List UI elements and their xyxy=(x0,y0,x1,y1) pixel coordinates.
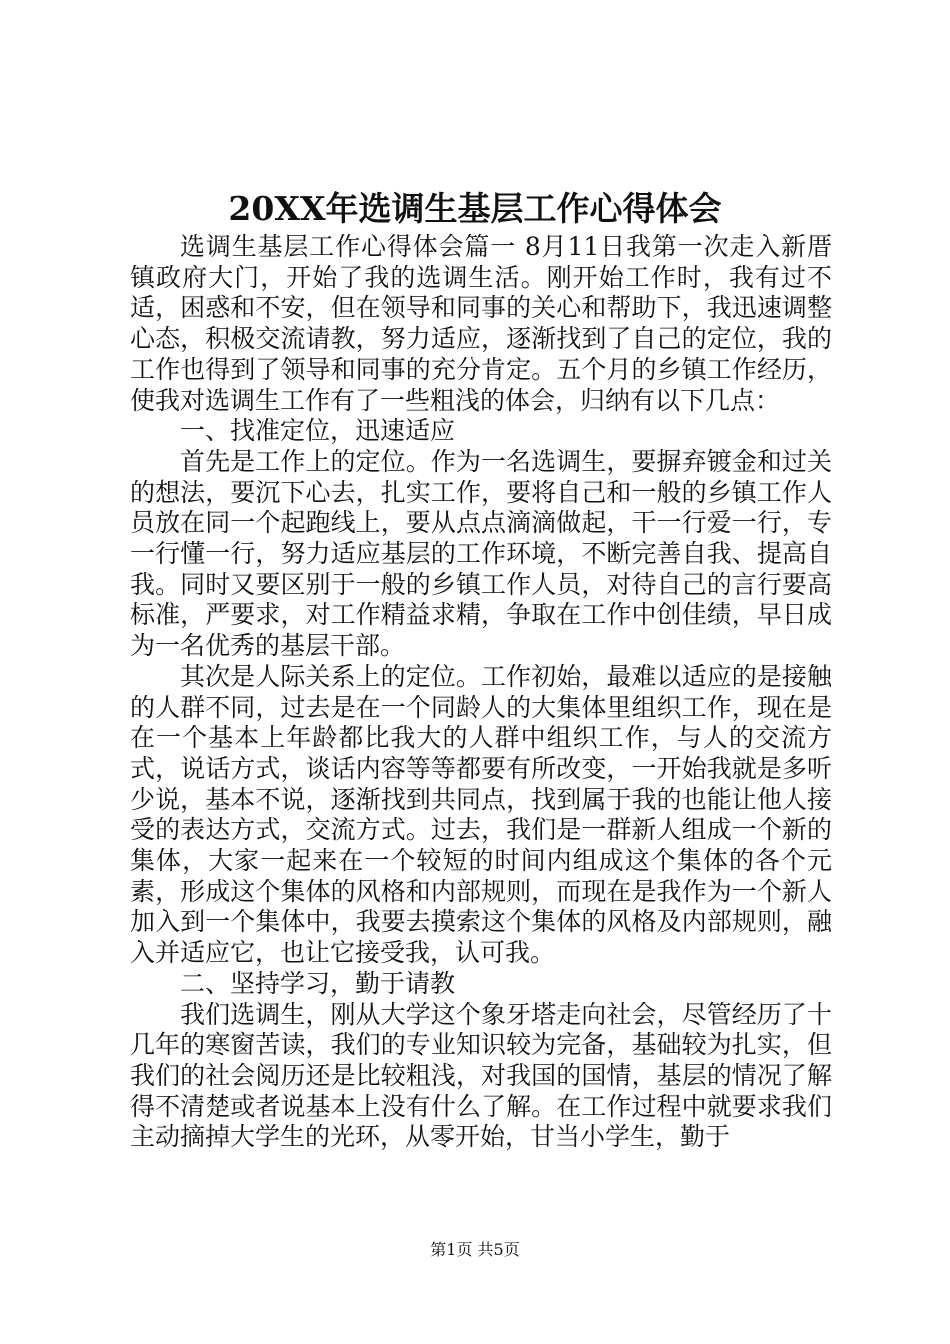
paragraph-learning: 我们选调生，刚从大学这个象牙塔走向社会，尽管经历了十几年的寒窗苦读，我们的专业知识较为完备，基础较为扎实，但我们的社会阅历还是比较粗浅，对我国的国情，基层的情况了解得不清楚或者说基本上没有什么了解。在工作过程中就要求我们主动摘掉大学生的光环，从零开始，甘当小学生，勤于 xyxy=(130,999,832,1152)
section-heading-1: 一、找准定位，迅速适应 xyxy=(180,416,456,446)
paragraph-work-positioning: 首先是工作上的定位。作为一名选调生，要摒弃镀金和过关的想法，要沉下心去，扎实工作，要将自己和一般的乡镇工作人员放在同一个起跑线上，要从点点滴滴做起，干一行爱一行，专一行懂一行，努力适应基层的工作环境，不断完善自我、提高自我。同时又要区别于一般的乡镇工作人员，对待自己的言行要高标准，严要求，对工作精益求精，争取在工作中创佳绩，早日成为一名优秀的基层干部。 xyxy=(130,446,832,661)
paragraph-intro: 选调生基层工作心得体会篇一 8月11日我第一次走入新厝镇政府大门，开始了我的选调生活。刚开始工作时，我有过不适，困惑和不安，但在领导和同事的关心和帮助下，我迅速调整心态，积极交流请教，努力适应，逐渐找到了自己的定位，我的工作也得到了领导和同事的充分肯定。五个月的乡镇工作经历，使我对选调生工作有了一些粗浅的体会，归纳有以下几点： xyxy=(130,232,832,415)
section-heading-2: 二、坚持学习，勤于请教 xyxy=(180,968,456,998)
paragraph-interpersonal-positioning: 其次是人际关系上的定位。工作初始，最难以适应的是接触的人群不同，过去是在一个同龄人的大集体里组织工作，现在是在一个基本上年龄都比我大的人群中组织工作，与人的交流方式，说话方式，谈话内容等等都要有所改变，一开始我就是多听少说，基本不说，逐渐找到共同点，找到属于我的也能让他人接受的表达方式，交流方式。过去，我们是一群新人组成一个新的集体，大家一起来在一个较短的时间内组成这个集体的各个元素，形成这个集体的风格和内部规则，而现在是我作为一个新人加入到一个集体中，我要去摸索这个集体的风格及内部规则，融入并适应它，也让它接受我，认可我。 xyxy=(130,661,832,968)
page-number-footer: 第1页 共5页 xyxy=(430,1240,520,1259)
document-body xyxy=(130,232,832,1153)
document-title: 20XX年选调生基层工作心得体会 xyxy=(228,189,722,228)
